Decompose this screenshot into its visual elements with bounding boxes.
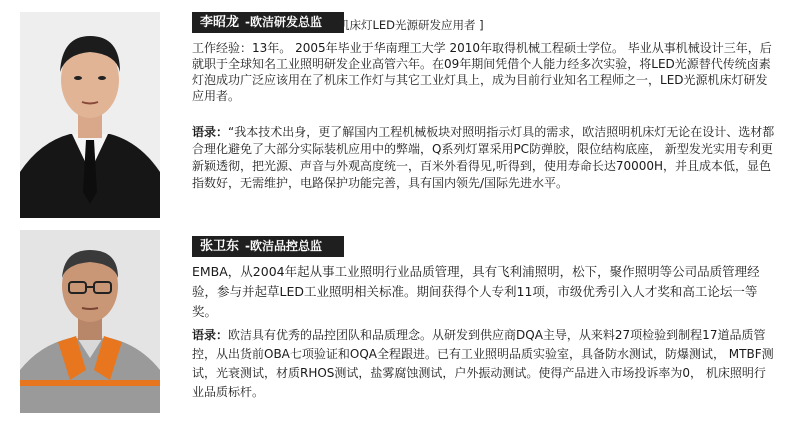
portrait-photo-zhang-weidong [20,230,160,413]
person2-title: -欧洁品控总监 [245,239,322,253]
person2-experience: EMBA，从2004年起从事工业照明行业品质管理，具有飞利浦照明，松下，聚作照明等公司品质管理经验，参与并起草LED工业照明相关标准。期间获得个人专利11项，市级优秀引入人才奖和高工论坛一等奖。 [192,264,760,319]
portrait-photo-li-zhaolong [20,12,160,218]
person1-quote: “我本技术出身，更了解国内工程机械板块对照明指示灯具的需求，欧洁照明机床灯无论在设计、选材都合理化避免了大部分实际装机应用中的弊端，Q系列灯罩采用PC防弹胶，限位结构底座， 新型发光实用专利更新颖透彻，把光源、声音与外观高度统一，百米外看得见,听得到，使用寿命长达70000H，并且成本低，显色指数好，无需维护，电路保护功能完善，具有国内领先/国际先进水平。 [192,125,775,190]
name-bar-person2 [192,236,344,257]
person2-quote-block [192,326,777,402]
person1-experience: 工作经验：13年。 2005年毕业于华南理工大学 2010年取得机械工程硕士学位。 毕业从事机械设计三年，后就职于全球知名工业照明研发企业高管六年。在09年期间凭借个人能力经多次实验，将LED光源替代传统卤素灯泡成功广泛应该用在了机床工作灯与其它工业灯具上，成为目前行业知名工程师之一，LED光源机床灯研发应用者。 [192,41,772,103]
person1-quote-label: 语录： [192,125,229,139]
person2-quote: 欧洁具有优秀的品控团队和品质理念。从研发到供应商DQA主导，从来料27项检验到制程17道品质管控，从出货前OBA七项验证和OQA全程跟进。已有工业照明品质实验室，具备防水测试，防爆测试， MTBF测试，光衰测试，材质RHOS测试，盐雾腐蚀测试，户外振动测试。使得产品进入市场投诉率为0， 机床照明行业品质标杆。 [192,328,774,399]
person1-title: -欧洁研发总监 [245,15,322,29]
person1-tagline: 机床灯LED光源研发应用者 ] [338,18,484,32]
person2-name: 张卫东 [200,239,240,254]
person1-quote-block [192,124,777,192]
person1-name: 李昭龙 [200,15,240,30]
person2-quote-label: 语录： [192,328,229,342]
name-bar-person1 [192,12,344,33]
